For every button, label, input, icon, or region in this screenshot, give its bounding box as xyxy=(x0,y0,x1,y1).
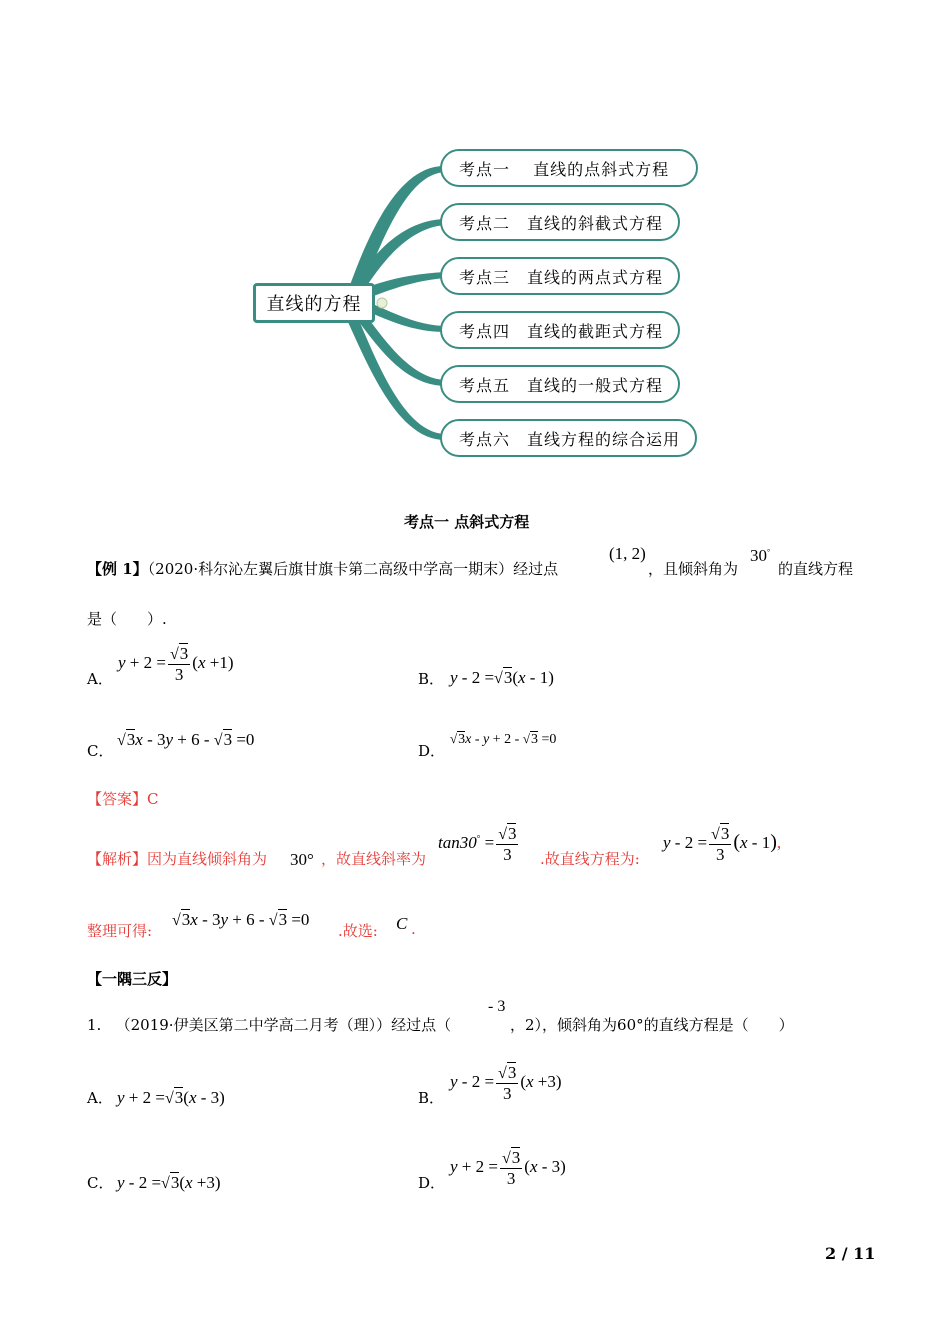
section-title: 考点一 点斜式方程 xyxy=(404,513,530,531)
practice-option-a-formula: y + 2 =√3(x - 3) xyxy=(117,1088,225,1107)
mindmap-node-3: 考点三 直线的两点式方程 xyxy=(440,257,680,295)
example1-line2: 是（ ）. xyxy=(87,610,167,628)
mindmap-node-6: 考点六 直线方程的综合运用 xyxy=(440,419,697,457)
collapse-toggle xyxy=(377,298,387,308)
analysis-line2-formula: √3x - 3y + 6 - √3 =0 xyxy=(172,910,310,929)
option-c: C． xyxy=(87,742,114,760)
practice-option-c-formula: y - 2 =√3(x +3) xyxy=(117,1173,221,1192)
example-tail-text: 的直线方程 xyxy=(778,560,854,578)
analysis-line2-mid: .故选: xyxy=(338,922,378,940)
analysis-text3: .故直线方程为: xyxy=(540,850,640,868)
practice-option-b: B． xyxy=(418,1089,445,1107)
example-angle: 30° xyxy=(750,546,771,565)
practice-option-c: C． xyxy=(87,1174,114,1192)
mindmap-node-5: 考点五 直线的一般式方程 xyxy=(440,365,680,403)
analysis-end: . xyxy=(411,920,416,938)
analysis-text2: ，故直线斜率为 xyxy=(321,850,427,868)
analysis-angle: 30° xyxy=(290,850,314,869)
option-d-formula: √3x - y + 2 - √3 =0 xyxy=(450,731,557,747)
practice-option-d-formula: y + 2 = $\frac{√3}{3}$ (x - 3) xyxy=(450,1148,566,1188)
analysis-equation: y - 2 = $\frac{√3}{3}$ (x - 1), xyxy=(663,824,782,864)
question-number: 1. xyxy=(87,1016,102,1034)
question-source: （2019·伊美区第二中学高二月考（理））经过点（ xyxy=(115,1016,452,1034)
mindmap-node-1: 考点一 直线的点斜式方程 xyxy=(440,149,698,187)
page-number: 2 / 11 xyxy=(825,1244,876,1263)
example-mid-text: ，且倾斜角为 xyxy=(648,560,739,578)
analysis-line1-text: 【解析】因为直线倾斜角为 xyxy=(87,850,268,868)
analysis-line2-prefix: 整理可得: xyxy=(87,922,153,940)
question-text: ，2），倾斜角为60°的直线方程是（ ） xyxy=(510,1016,794,1034)
mindmap-node-2: 考点二 直线的斜截式方程 xyxy=(440,203,680,241)
option-c-formula: √3x - 3y + 6 - √3 =0 xyxy=(117,730,255,749)
option-a-formula: y + 2 = $\frac{√3}{3}$ (x +1) xyxy=(118,644,234,684)
option-a: A． xyxy=(87,670,113,688)
option-d: D． xyxy=(418,742,446,760)
practice-question xyxy=(87,1014,451,1035)
option-b: B． xyxy=(418,670,445,688)
mindmap-root-node: 直线的方程 xyxy=(253,283,375,323)
question-point-x: - 3 xyxy=(488,998,506,1015)
analysis-label: 【解析】 xyxy=(87,850,148,868)
degree-mark: ° xyxy=(767,547,771,557)
branch-connector-4 xyxy=(364,302,445,332)
answer-label: 【答案】 xyxy=(87,790,148,808)
practice-option-d: D． xyxy=(418,1174,446,1192)
example-source: （2020·科尔沁左翼后旗甘旗卡第二高级中学高一期末）经过点 xyxy=(147,560,559,578)
answer-line xyxy=(87,788,159,809)
example-label: 【例 1】 xyxy=(87,560,148,578)
analysis-choice: C xyxy=(396,914,408,933)
mindmap-node-4: 考点四 直线的截距式方程 xyxy=(440,311,680,349)
option-b-formula: y - 2 =√3(x - 1) xyxy=(450,668,554,687)
example1-line1 xyxy=(87,558,558,579)
practice-title: 【一隅三反】 xyxy=(87,970,178,988)
example-point: (1, 2) xyxy=(609,544,646,563)
analysis-tan: tan30° = $\frac{√3}{3}$ xyxy=(438,824,517,864)
answer-value: C xyxy=(147,790,159,808)
practice-option-b-formula: y - 2 = $\frac{√3}{3}$ (x +3) xyxy=(450,1063,562,1103)
practice-option-a: A． xyxy=(87,1089,113,1107)
